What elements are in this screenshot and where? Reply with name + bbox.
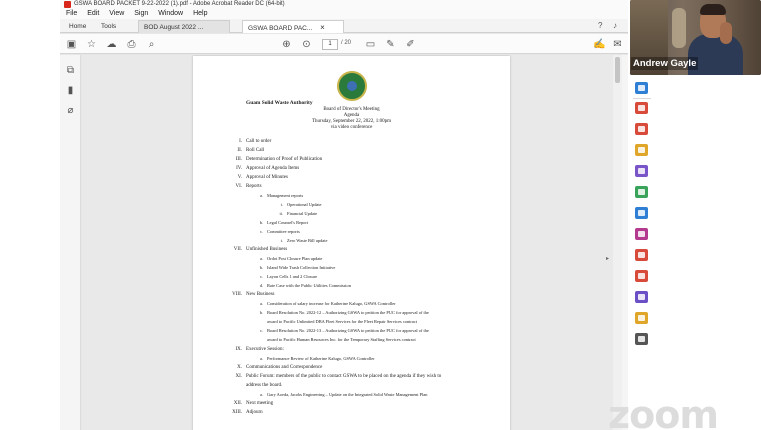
- participant-hand: [720, 22, 732, 44]
- bookmarks-icon[interactable]: ▮: [67, 85, 74, 96]
- menu-sign[interactable]: Sign: [134, 10, 149, 17]
- tab-doc-bod-august[interactable]: [138, 20, 230, 33]
- acrobat-tools-rail: [632, 78, 652, 348]
- window-title: GSWA BOARD PACKET 9-22-2022 (1).pdf - Adobe Acrobat Reader DC (64-bit): [74, 1, 285, 7]
- save-icon[interactable]: ▣: [66, 39, 77, 50]
- scan-icon[interactable]: [635, 270, 648, 282]
- scrollbar-thumb[interactable]: [615, 57, 620, 83]
- search-icon[interactable]: ⌕: [148, 39, 155, 50]
- tab-doc-gswa-board-label: GSWA BOARD PAC...: [248, 25, 313, 32]
- agenda-heading-meeting: Board of Director's Meeting: [323, 107, 380, 112]
- right-panel-edge: [622, 55, 628, 430]
- participant-video-tile[interactable]: [630, 0, 761, 75]
- page-count: / 20: [341, 40, 352, 46]
- more-tools-icon[interactable]: [635, 333, 648, 345]
- combine-files-icon[interactable]: [635, 165, 648, 177]
- email-icon[interactable]: ✉: [613, 39, 622, 50]
- participant-name-label: Andrew Gayle: [633, 58, 697, 69]
- tab-home[interactable]: Home: [69, 23, 87, 30]
- page-up-icon[interactable]: ⊕: [282, 39, 291, 50]
- main-toolbar: [60, 34, 628, 54]
- menu-bar: [60, 9, 628, 19]
- page-down-icon[interactable]: ⊙: [302, 39, 311, 50]
- collapse-right-panel-icon[interactable]: ▸: [606, 256, 610, 262]
- comment-tool-icon[interactable]: ▭: [365, 39, 376, 50]
- comment-icon[interactable]: [635, 144, 648, 156]
- upload-cloud-icon[interactable]: ☁: [106, 39, 117, 50]
- agenda-heading-agenda: Agenda: [343, 113, 360, 118]
- org-name: Guam Solid Waste Authority: [246, 100, 313, 106]
- create-pdf-icon[interactable]: [635, 123, 648, 135]
- edit-pdf-icon[interactable]: [635, 186, 648, 198]
- tab-doc-gswa-board[interactable]: [242, 20, 344, 33]
- menu-edit[interactable]: Edit: [87, 10, 100, 17]
- menu-view[interactable]: View: [109, 10, 125, 17]
- pdf-page: Guam Solid Waste Authority Board of Director's Meeting Agenda Thursday, September 22, 2022, 1:00pm via video conference I. Call to order II. Roll Call III. Determination of Proof of Publication IV. Approval of Agenda Items V. Approval of Minutes VI. Reports a. Management reports i. Operational Update ii. Financial Update b. Legal Counsel's Report c. Committee reports i. Zero Waste Bill update VII. Unfinished Business a. Ordot Post Closure Plan update b. Island Wide Trash Collection Initiative c. Layon Cells 1 and 2 Closure d. Rate Case with the Public Utilities Commission VIII. New Business a. Consideration of salary increase for Katherine Kalugo, GSWA Controller b. Board Resolution No. 2022-12 – Authorizing GSWA to petition the PUC for approval of the award to Pacific Unlimited DBA Fleet Services for the Fleet Repair Services contract c. Board Resolution No. 2022-13 – Authorizing GSWA to petition the PUC for approval of the award to Pacific Human Resources Inc. for the Temporary Staffing Services contract IX. Executive Session: a. Performance Review of Katherine Kalugo, GSWA Controller X. Communications and Correspondence XI. Public Forum: members of the public to contact GSWA to be placed on the agenda if they wish to address the board. a. Gary Aoeda, Jacobs Engineering – Update on the Integrated Solid Waste Management Plan XII. Next meeting XIII. Adjourn: [193, 56, 510, 430]
- bookmark-star-icon[interactable]: ☆: [87, 39, 96, 50]
- attachments-paperclip-icon[interactable]: ⌀: [67, 105, 74, 116]
- document-viewer[interactable]: [82, 55, 613, 430]
- tab-tools[interactable]: Tools: [101, 23, 117, 30]
- notifications-bell-icon[interactable]: ♪: [613, 21, 617, 30]
- print-icon[interactable]: ⎙: [127, 39, 136, 50]
- organize-pages-icon[interactable]: [635, 102, 648, 114]
- draw-icon[interactable]: ✐: [406, 39, 415, 50]
- fill-sign-icon[interactable]: ✍: [593, 39, 606, 50]
- export-icon[interactable]: [635, 249, 648, 261]
- participant-hair: [700, 4, 726, 15]
- tab-doc-bod-august-label: BOD August 2022 ...: [144, 24, 204, 31]
- acrobat-app-icon: [64, 1, 71, 8]
- highlight-pen-icon[interactable]: ✎: [386, 39, 395, 50]
- acrobat-window: [60, 0, 628, 430]
- agenda-heading-venue: via video conference: [330, 125, 373, 130]
- menu-window[interactable]: Window: [158, 10, 184, 17]
- protect-icon[interactable]: [635, 312, 648, 324]
- close-tab-icon[interactable]: ×: [320, 23, 325, 32]
- video-lamp: [672, 8, 686, 48]
- help-icon[interactable]: ?: [598, 21, 603, 30]
- menu-help[interactable]: Help: [193, 10, 208, 17]
- page-thumbnails-icon[interactable]: ⧉: [66, 65, 75, 76]
- agenda-heading-date: Thursday, September 22, 2022, 1:00pm: [312, 119, 391, 124]
- left-navigation-panel: [60, 55, 81, 430]
- compress-icon[interactable]: [635, 207, 648, 219]
- rail-divider: [633, 98, 651, 99]
- title-bar: [60, 0, 628, 9]
- sign-icon[interactable]: [635, 291, 648, 303]
- fill-sign-icon[interactable]: [635, 228, 648, 240]
- tab-bar: [60, 19, 628, 33]
- menu-file[interactable]: File: [66, 10, 78, 17]
- export-pdf-icon[interactable]: [635, 82, 648, 94]
- vertical-scrollbar[interactable]: [613, 55, 622, 430]
- gswa-seal-logo: [337, 71, 367, 101]
- zoom-watermark-logo: zoom: [608, 393, 718, 430]
- page-number-input[interactable]: 1: [322, 39, 338, 50]
